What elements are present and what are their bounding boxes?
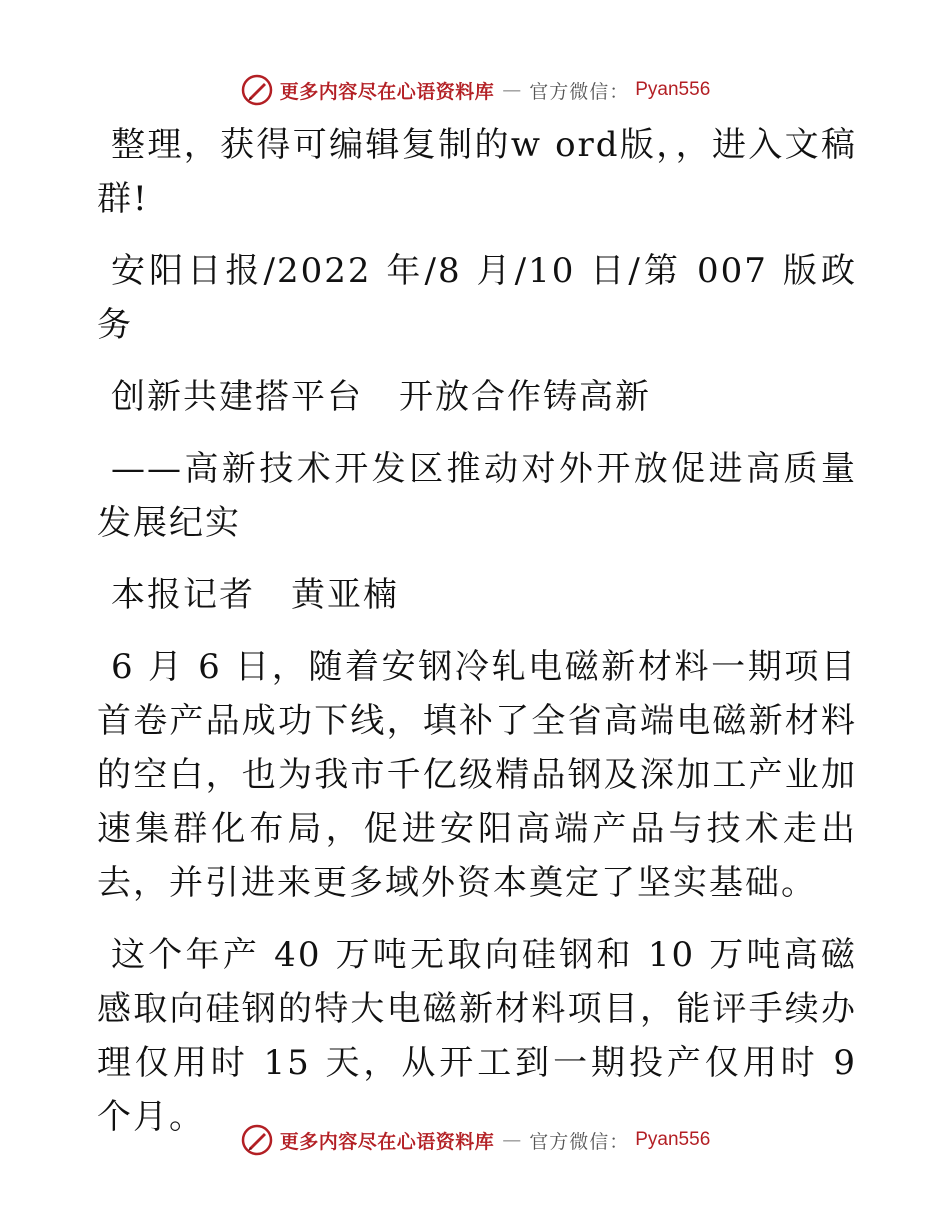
banner-wechat-label: 官方微信：: [529, 1130, 630, 1153]
banner-site-text: 更多内容尽在心语资料库: [279, 1130, 495, 1153]
banner-separator: —: [502, 79, 522, 101]
banner-wechat-label: 官方微信：: [529, 80, 630, 103]
byline: 本报记者 黄亚楠: [111, 575, 399, 615]
quill-logo-icon: [240, 73, 274, 107]
subheadline: ——高新技术开发区推动对外开放促进高质量发展纪实: [97, 449, 857, 543]
source-line: 安阳日报/2022 年/8 月/10 日/第 007 版政务: [97, 251, 857, 345]
body-paragraph: 6 月 6 日，随着安钢冷轧电磁新材料一期项目首卷产品成功下线，填补了全省高端电磁新材料的空白，也为我市千亿级精品钢及深加工产业加速集群化布局，促进安阳高端产品与技术走出去，并引进来更多域外资本奠定了坚实基础。: [97, 647, 857, 903]
footer-watermark-banner: [0, 1120, 950, 1160]
banner-separator: —: [502, 1129, 522, 1151]
document-body: [97, 118, 857, 1144]
banner-site-text: 更多内容尽在心语资料库: [279, 80, 495, 103]
intro-text: 整理，获得可编辑复制的w ord版，，进入文稿群!: [97, 125, 857, 219]
quill-logo-icon: [240, 1123, 274, 1157]
banner-wechat-id: Pyan556: [635, 79, 711, 100]
header-watermark-banner: [0, 70, 950, 110]
body-paragraph: 这个年产 40 万吨无取向硅钢和 10 万吨高磁感取向硅钢的特大电磁新材料项目，能评手续办理仅用时 15 天，从开工到一期投产仅用时 9 个月。: [97, 935, 857, 1137]
headline: 创新共建搭平台 开放合作铸高新: [111, 377, 651, 417]
banner-wechat-id: Pyan556: [635, 1129, 711, 1150]
